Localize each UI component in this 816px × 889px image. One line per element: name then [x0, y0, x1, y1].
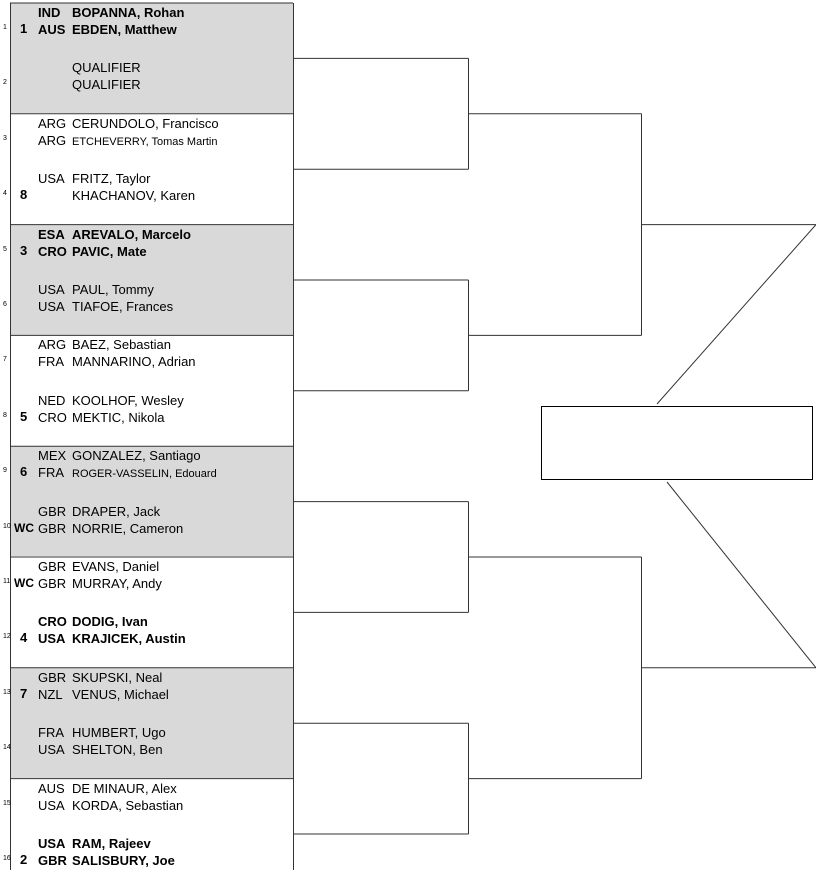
player-line	[38, 852, 175, 869]
player-line	[38, 464, 217, 483]
player-nationality: NZL	[38, 686, 63, 702]
player-nationality: ARG	[38, 115, 67, 131]
player-line	[38, 298, 173, 315]
player-name: DRAPER, Jack	[72, 503, 161, 519]
player-name: ROGER-VASSELIN, Edouard	[72, 468, 217, 481]
player-nationality: MEX	[38, 448, 67, 464]
player-name: DODIG, Ivan	[72, 614, 148, 630]
draw-entry	[0, 612, 293, 667]
player-line	[38, 187, 195, 204]
player-nationality: USA	[38, 171, 65, 187]
draw-entry	[0, 779, 293, 834]
player-nationality: USA	[38, 742, 65, 758]
player-line	[38, 353, 196, 370]
player-line	[38, 503, 160, 520]
seed-number: 6	[20, 464, 28, 480]
player-nationality: GBR	[38, 853, 67, 868]
player-line	[38, 336, 171, 353]
player-line	[38, 741, 163, 758]
draw-position-number: 4	[3, 190, 7, 198]
draw-entry	[0, 668, 293, 723]
player-line	[38, 447, 201, 464]
player-name: SHELTON, Ben	[72, 742, 163, 758]
draw-position-number: 9	[3, 467, 7, 475]
player-nationality: AUS	[38, 780, 65, 796]
player-name: DE MINAUR, Alex	[72, 780, 177, 796]
player-nationality: USA	[38, 836, 66, 851]
player-nationality: GBR	[38, 576, 67, 591]
draw-entry	[0, 391, 293, 446]
player-nationality: CRO	[38, 614, 67, 630]
player-nationality: ESA	[38, 226, 65, 242]
draw-entry	[0, 446, 293, 501]
draw-position-number: 6	[3, 301, 7, 308]
player-name: KHACHANOV, Karen	[72, 188, 196, 204]
draw-position-number: 1	[3, 24, 7, 31]
draw-entry	[0, 502, 293, 557]
player-line	[38, 409, 164, 426]
player-nationality: GBR	[38, 503, 67, 519]
wildcard-label: WC	[14, 520, 34, 535]
player-line	[38, 558, 159, 575]
player-nationality: CRO	[38, 243, 67, 259]
player-nationality: CRO	[38, 409, 67, 425]
draw-position-number: 5	[3, 245, 7, 253]
draw-position-number: 10	[3, 522, 11, 530]
draw-entry	[0, 335, 293, 390]
player-line	[38, 520, 183, 537]
player-name: AREVALO, Marcelo	[72, 226, 191, 242]
player-line	[38, 613, 148, 630]
seed-number: 3	[20, 242, 28, 258]
player-nationality: ARG	[38, 337, 67, 353]
player-line	[38, 115, 219, 132]
player-name: KOOLHOF, Wesley	[72, 392, 184, 408]
player-line	[38, 575, 162, 592]
player-name: BOPANNA, Rohan	[72, 5, 185, 20]
player-name: EBDEN, Matthew	[72, 22, 177, 37]
draw-entry	[0, 114, 293, 169]
player-line	[38, 21, 177, 38]
player-line	[38, 797, 183, 814]
draw-position-number: 8	[3, 411, 7, 419]
player-name: EVANS, Daniel	[72, 559, 160, 574]
bracket-line	[657, 225, 816, 404]
player-name: MURRAY, Andy	[72, 576, 162, 591]
player-name: SALISBURY, Joe	[72, 853, 175, 868]
player-name: GONZALEZ, Santiago	[72, 448, 201, 464]
draw-position-number: 12	[3, 633, 11, 641]
player-name: PAVIC, Mate	[72, 243, 147, 259]
winner-box	[541, 406, 813, 480]
draw-entry	[0, 834, 293, 889]
player-name: NORRIE, Cameron	[72, 520, 184, 536]
player-line	[38, 669, 162, 686]
wildcard-label: WC	[14, 576, 34, 590]
player-name: RAM, Rajeev	[72, 836, 151, 851]
player-name: QUALIFIER	[72, 77, 141, 93]
player-line	[38, 59, 141, 76]
player-name: QUALIFIER	[72, 60, 141, 76]
player-name: MANNARINO, Adrian	[72, 354, 196, 370]
player-line	[38, 281, 154, 298]
player-name: MEKTIC, Nikola	[72, 409, 165, 425]
player-name: VENUS, Michael	[72, 686, 169, 702]
player-line	[38, 724, 166, 741]
player-nationality: FRA	[38, 354, 64, 370]
player-nationality: FRA	[38, 725, 64, 741]
seed-number: 7	[20, 685, 28, 701]
player-nationality: GBR	[38, 559, 67, 574]
draw-entry	[0, 723, 293, 778]
seed-number: 2	[20, 852, 28, 867]
draw-entry	[0, 557, 293, 612]
player-name: TIAFOE, Frances	[72, 299, 174, 314]
player-line	[38, 392, 184, 409]
draw-entry	[0, 3, 293, 58]
player-name: FRITZ, Taylor	[72, 171, 151, 187]
player-line	[38, 226, 191, 243]
player-line	[38, 243, 147, 260]
seed-number: 1	[20, 21, 28, 36]
draw-position-number: 16	[3, 855, 11, 862]
player-line	[38, 4, 184, 21]
player-name: SKUPSKI, Neal	[72, 669, 163, 685]
player-nationality: USA	[38, 299, 65, 314]
player-line	[38, 835, 151, 852]
player-nationality: GBR	[38, 520, 67, 536]
player-nationality: USA	[38, 282, 65, 297]
draw-entry	[0, 280, 293, 335]
seed-number: 8	[20, 187, 28, 203]
player-nationality: AUS	[38, 22, 66, 37]
player-nationality: ARG	[38, 132, 67, 148]
player-line	[38, 630, 186, 647]
seed-number: 4	[20, 630, 28, 646]
player-name: PAUL, Tommy	[72, 282, 154, 297]
player-line	[38, 170, 151, 187]
player-nationality: IND	[38, 5, 61, 20]
draw-position-number: 13	[3, 688, 11, 696]
draw-position-number: 2	[3, 79, 7, 87]
draw-entry	[0, 58, 293, 113]
player-nationality: NED	[38, 392, 66, 408]
draw-position-number: 11	[3, 578, 11, 585]
player-nationality: USA	[38, 797, 65, 813]
player-nationality: FRA	[38, 465, 64, 481]
draw-position-number: 3	[3, 134, 7, 142]
player-name: BAEZ, Sebastian	[72, 337, 171, 353]
draw-position-number: 14	[3, 744, 11, 752]
player-line	[38, 132, 218, 151]
seed-number: 5	[20, 408, 28, 424]
player-name: KRAJICEK, Austin	[72, 631, 186, 647]
player-nationality: USA	[38, 631, 66, 647]
player-nationality: GBR	[38, 669, 67, 685]
draw-entry	[0, 225, 293, 280]
bracket-line	[667, 482, 816, 668]
player-name: CERUNDOLO, Francisco	[72, 115, 219, 131]
draw-position-number: 7	[3, 356, 7, 364]
player-name: KORDA, Sebastian	[72, 797, 184, 813]
draw-entry	[0, 169, 293, 224]
player-name: ETCHEVERRY, Tomas Martin	[72, 135, 218, 148]
player-line	[38, 76, 141, 93]
player-line	[38, 686, 169, 703]
player-name: HUMBERT, Ugo	[72, 725, 166, 741]
player-line	[38, 780, 177, 797]
draw-position-number: 15	[3, 799, 11, 807]
